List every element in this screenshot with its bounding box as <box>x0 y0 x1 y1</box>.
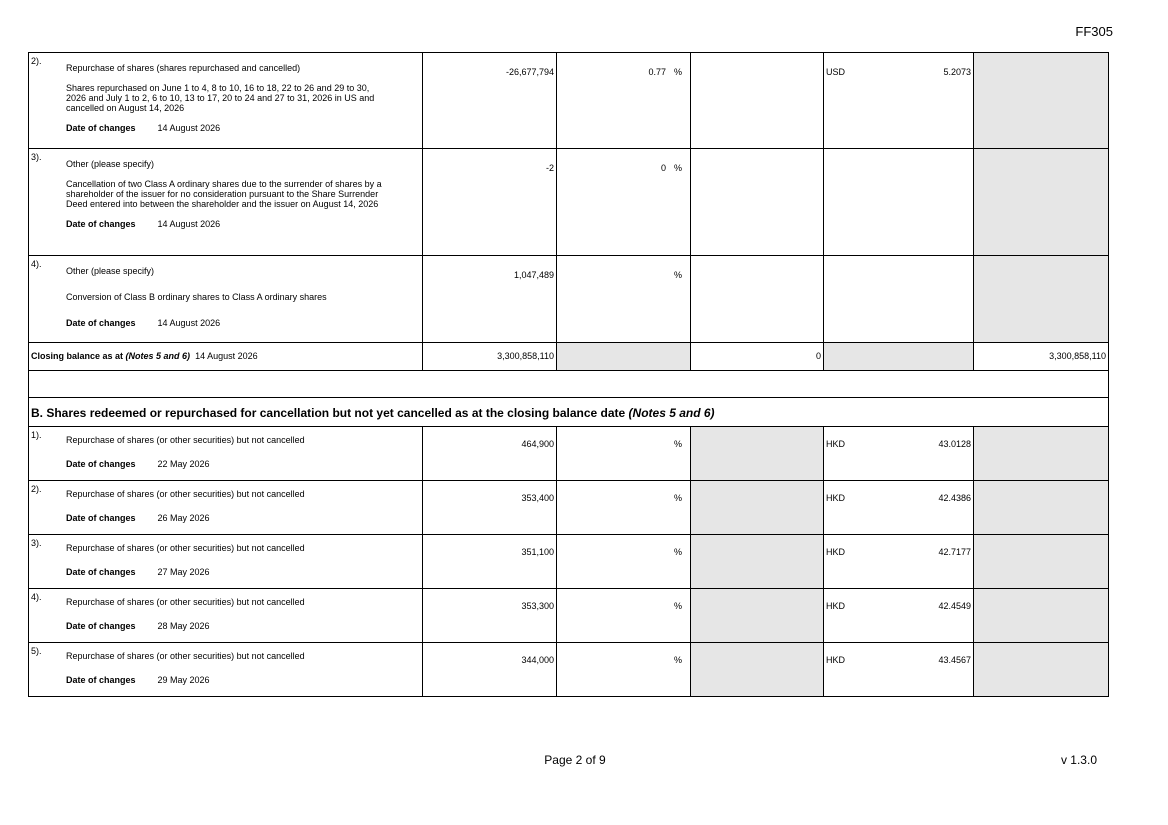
closing-shares: 3,300,858,110 <box>423 343 557 371</box>
row-index: 3). <box>31 538 42 548</box>
change-date <box>66 567 418 577</box>
price-cell <box>824 589 974 643</box>
price-value: 42.7177 <box>938 547 971 557</box>
table-row <box>29 256 1109 343</box>
change-date <box>66 675 418 685</box>
shaded-cell <box>974 53 1109 149</box>
section-b-title-text: B. Shares redeemed or repurchased for cancellation but not yet cancelled as at the closing balance date <box>31 406 626 420</box>
row-label: Other (please specify) <box>66 159 155 169</box>
date-label: Date of changes <box>66 513 136 523</box>
date-label: Date of changes <box>66 219 136 229</box>
change-date <box>66 219 418 229</box>
pct-sign: % <box>673 439 682 449</box>
date-label: Date of changes <box>66 675 136 685</box>
row-details: Cancellation of two Class A ordinary shares due to the surrender of shares by a shareholder of the issuer for no consideration pursuant to the Share Surrender Deed entered into between the shareholder and the issuer on August 14, 2026 <box>66 179 382 209</box>
price-cell <box>824 481 974 535</box>
change-date <box>66 318 418 328</box>
date-label: Date of changes <box>66 123 136 133</box>
row-description <box>29 643 423 697</box>
empty-cell <box>691 149 824 256</box>
closing-date: 14 August 2026 <box>195 351 258 361</box>
section-b-title <box>29 398 1109 427</box>
shares-movement-table <box>28 52 1109 697</box>
shaded-cell <box>974 256 1109 343</box>
row-description <box>29 256 423 343</box>
date-label: Date of changes <box>66 621 136 631</box>
percentage <box>557 427 691 481</box>
shaded-cell <box>691 481 824 535</box>
shaded-cell <box>691 643 824 697</box>
empty-cell <box>824 256 974 343</box>
currency-code: HKD <box>826 601 846 611</box>
pct-sign: % <box>673 655 682 665</box>
pct-value: 0 <box>660 163 666 173</box>
row-index: 3). <box>31 152 42 162</box>
date-label: Date of changes <box>66 459 136 469</box>
shares-count: -26,677,794 <box>423 53 557 149</box>
row-details: Conversion of Class B ordinary shares to Class A ordinary shares <box>66 292 327 302</box>
row-description <box>29 481 423 535</box>
row-index: 2). <box>31 56 42 66</box>
empty-cell <box>824 149 974 256</box>
pct-sign: % <box>673 547 682 557</box>
date-value: 22 May 2026 <box>157 459 210 469</box>
row-label: Repurchase of shares (or other securities) but not cancelled <box>66 597 305 607</box>
row-label: Repurchase of shares (or other securities) but not cancelled <box>66 651 305 661</box>
pct-sign: % <box>673 163 682 173</box>
table-row <box>29 589 1109 643</box>
shaded-cell <box>974 643 1109 697</box>
row-description <box>29 427 423 481</box>
pct-sign: % <box>673 601 682 611</box>
price-cell <box>824 643 974 697</box>
date-value: 28 May 2026 <box>157 621 210 631</box>
shares-count: 353,300 <box>423 589 557 643</box>
date-label: Date of changes <box>66 318 136 328</box>
shares-count: 1,047,489 <box>423 256 557 343</box>
shares-count: 353,400 <box>423 481 557 535</box>
empty-cell <box>691 256 824 343</box>
page-number: Page 2 of 9 <box>544 753 606 767</box>
shares-count: 351,100 <box>423 535 557 589</box>
shaded-cell <box>557 343 691 371</box>
closing-notes: (Notes 5 and 6) <box>125 351 191 361</box>
change-date <box>66 459 418 469</box>
shaded-cell <box>691 589 824 643</box>
closing-total: 3,300,858,110 <box>974 343 1109 371</box>
closing-balance-row <box>29 343 1109 371</box>
shaded-cell <box>974 149 1109 256</box>
closing-balance-label <box>29 343 423 371</box>
percentage <box>557 149 691 256</box>
row-description <box>29 53 423 149</box>
row-label: Repurchase of shares (or other securities) but not cancelled <box>66 489 305 499</box>
shaded-cell <box>824 343 974 371</box>
price-cell <box>824 53 974 149</box>
date-value: 26 May 2026 <box>157 513 210 523</box>
price-value: 42.4386 <box>938 493 971 503</box>
price-value: 43.4567 <box>938 655 971 665</box>
change-date <box>66 513 418 523</box>
spacer-row <box>29 371 1109 398</box>
date-value: 27 May 2026 <box>157 567 210 577</box>
row-label: Repurchase of shares (or other securities) but not cancelled <box>66 543 305 553</box>
pct-sign: % <box>673 270 682 280</box>
shaded-cell <box>974 481 1109 535</box>
row-index: 4). <box>31 592 42 602</box>
empty-cell <box>691 53 824 149</box>
shaded-cell <box>691 535 824 589</box>
section-b-notes: (Notes 5 and 6) <box>628 406 715 420</box>
shaded-cell <box>974 535 1109 589</box>
row-description <box>29 149 423 256</box>
currency-code: HKD <box>826 493 846 503</box>
row-label: Other (please specify) <box>66 266 155 276</box>
price-cell <box>824 535 974 589</box>
closing-treasury: 0 <box>691 343 824 371</box>
date-label: Date of changes <box>66 567 136 577</box>
date-value: 14 August 2026 <box>157 219 221 229</box>
table-row <box>29 149 1109 256</box>
row-description <box>29 535 423 589</box>
percentage <box>557 643 691 697</box>
percentage <box>557 53 691 149</box>
price-cell <box>824 427 974 481</box>
percentage <box>557 256 691 343</box>
change-date <box>66 123 418 133</box>
price-value: 5.2073 <box>943 67 971 77</box>
row-index: 2). <box>31 484 42 494</box>
shaded-cell <box>691 427 824 481</box>
version-label: v 1.3.0 <box>1060 753 1097 767</box>
pct-value: 0.77 <box>648 67 666 77</box>
row-label: Repurchase of shares (shares repurchased and cancelled) <box>66 63 301 73</box>
date-value: 29 May 2026 <box>157 675 210 685</box>
row-details: Shares repurchased on June 1 to 4, 8 to 10, 16 to 18, 22 to 26 and 29 to 30, 2026 and July 1 to 2, 6 to 10, 13 to 17, 20 to 24 and 27 to 31, 2026 in US and cancelled on August 14, 2026 <box>66 83 375 113</box>
shares-count: 464,900 <box>423 427 557 481</box>
currency-code: HKD <box>826 655 846 665</box>
currency-code: HKD <box>826 547 846 557</box>
price-value: 43.0128 <box>938 439 971 449</box>
currency-code: HKD <box>826 439 846 449</box>
row-index: 1). <box>31 430 42 440</box>
date-value: 14 August 2026 <box>157 123 221 133</box>
pct-sign: % <box>673 493 682 503</box>
table-row <box>29 427 1109 481</box>
form-code: FF305 <box>1075 24 1113 39</box>
percentage <box>557 481 691 535</box>
table-row <box>29 643 1109 697</box>
shares-count: -2 <box>423 149 557 256</box>
closing-label-text: Closing balance as at <box>31 351 124 361</box>
table-row <box>29 481 1109 535</box>
row-index: 4). <box>31 259 42 269</box>
shares-count: 344,000 <box>423 643 557 697</box>
row-label: Repurchase of shares (or other securities) but not cancelled <box>66 435 305 445</box>
section-b-header-row <box>29 398 1109 427</box>
empty-cell <box>29 371 1109 398</box>
table-row <box>29 53 1109 149</box>
table-row <box>29 535 1109 589</box>
pct-sign: % <box>673 67 682 77</box>
shaded-cell <box>974 589 1109 643</box>
shaded-cell <box>974 427 1109 481</box>
price-value: 42.4549 <box>938 601 971 611</box>
percentage <box>557 535 691 589</box>
currency-code: USD <box>826 67 846 77</box>
date-value: 14 August 2026 <box>157 318 221 328</box>
row-index: 5). <box>31 646 42 656</box>
change-date <box>66 621 418 631</box>
row-description <box>29 589 423 643</box>
percentage <box>557 589 691 643</box>
